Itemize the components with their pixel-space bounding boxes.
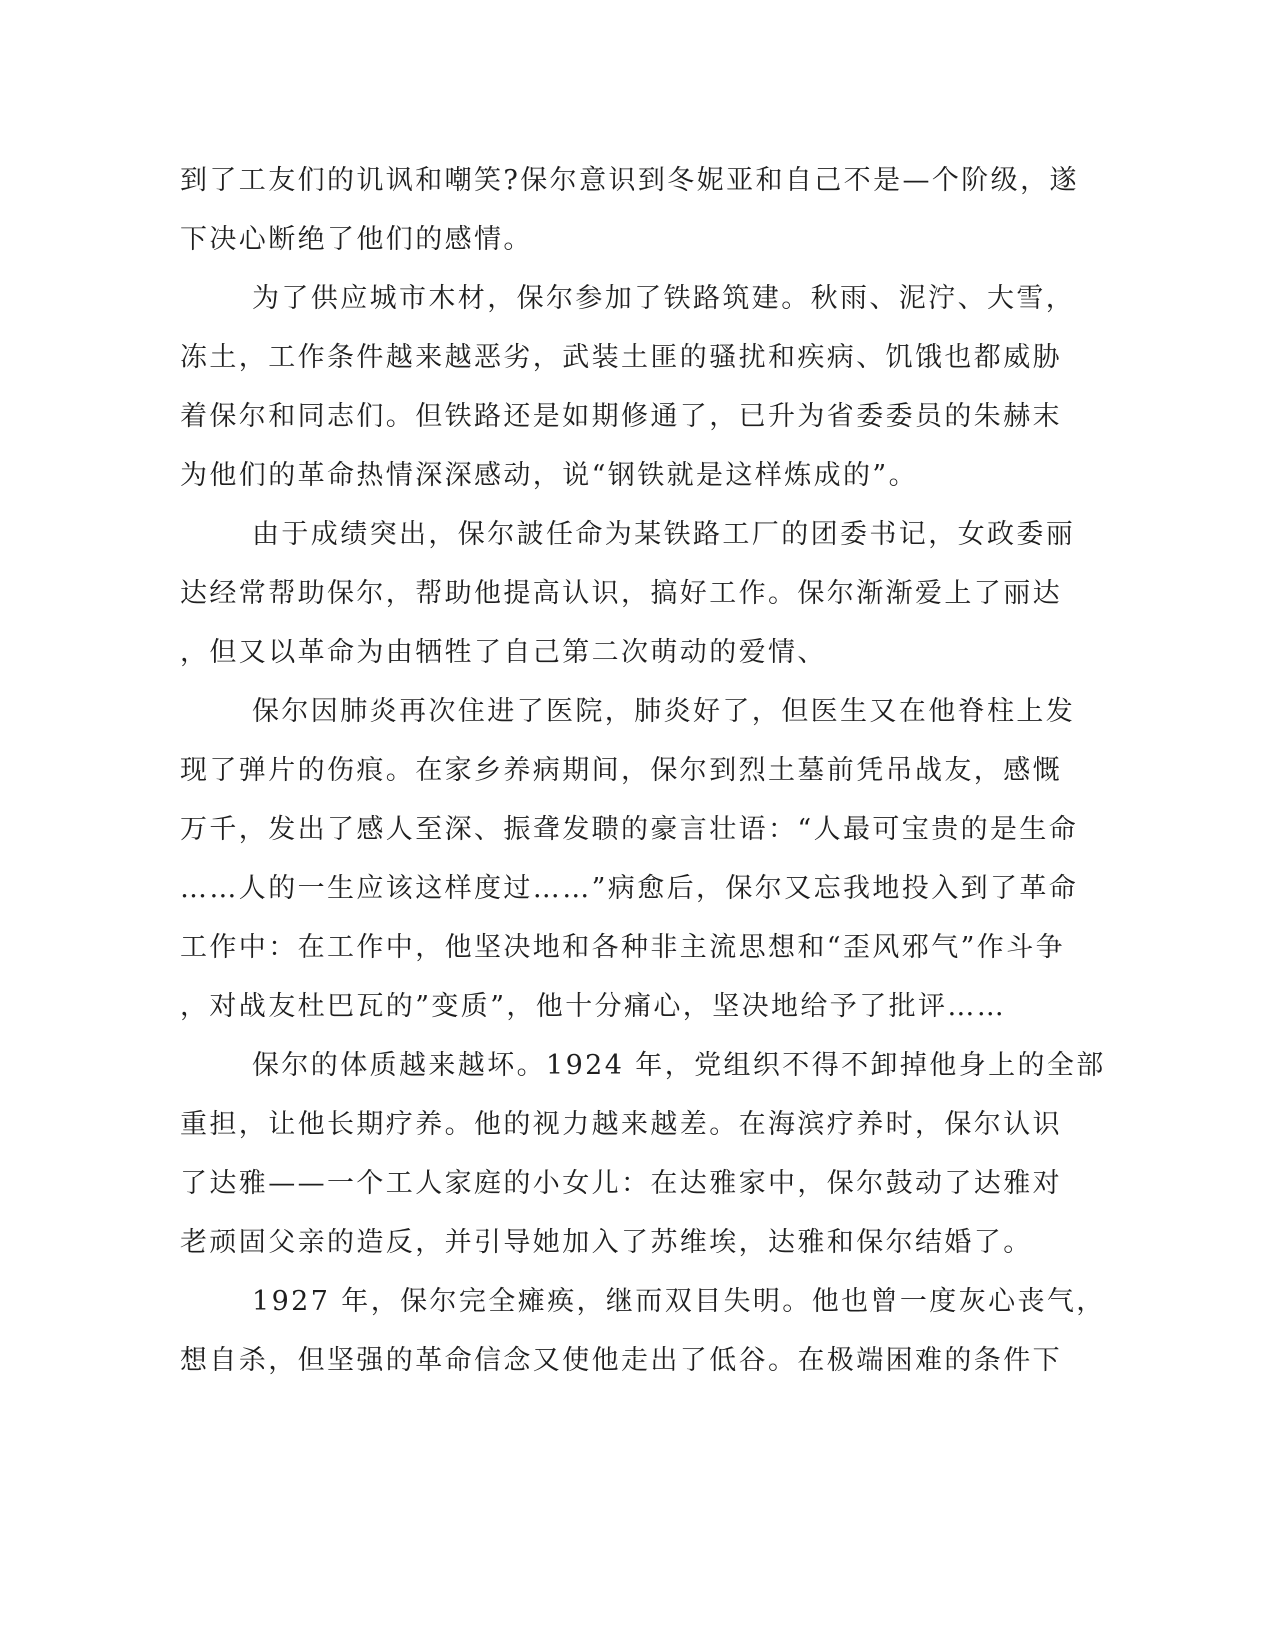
text-line: 保尔的体质越来越坏。1924 年，党组织不得不卸掉他身上的全部 xyxy=(252,1050,1106,1081)
text-line: 万千，发出了感人至深、振聋发聩的豪言壮语：“人最可宝贵的是生命 xyxy=(180,814,1079,845)
text-line: 1927 年，保尔完全瘫痪，继而双目失明。他也曾一度灰心丧气， xyxy=(252,1286,1106,1317)
text-line: ，对战友杜巴瓦的”变质”，他十分痛心，坚决地给予了批评…… xyxy=(180,991,1007,1022)
text-line: 达经常帮助保尔，帮助他提高认识，搞好工作。保尔渐渐爱上了丽达 xyxy=(180,578,1062,609)
text-line: 老顽固父亲的造反，并引导她加入了苏维埃，达雅和保尔结婚了。 xyxy=(180,1227,1033,1258)
text-line: 想自杀，但坚强的革命信念又使他走出了低谷。在极端困难的条件下 xyxy=(180,1345,1062,1376)
text-line: 到了工友们的讥讽和嘲笑?保尔意识到冬妮亚和自己不是—个阶级，遂 xyxy=(180,165,1079,196)
text-line: 现了弹片的伤痕。在家乡养病期间，保尔到烈土墓前凭吊战友，感慨 xyxy=(180,755,1062,786)
text-line: 了达雅——一个工人家庭的小女儿：在达雅家中，保尔鼓动了达雅对 xyxy=(180,1168,1062,1199)
text-line: ，但又以革命为由牺牲了自己第二次萌动的爱情、 xyxy=(180,637,827,668)
text-line: 由于成绩突出，保尔詖任命为某铁路工厂的团委书记，女政委丽 xyxy=(252,519,1076,550)
text-line: 下决心断绝了他们的感情。 xyxy=(180,224,533,255)
text-line: 重担，让他长期疗养。他的视力越来越差。在海滨疗养时，保尔认识 xyxy=(180,1109,1062,1140)
text-line: 冻土，工作条件越来越恶劣，武装土匪的骚扰和疾病、饥饿也都威胁 xyxy=(180,342,1062,373)
text-line: 着保尔和同志们。但铁路还是如期修通了，已升为省委委员的朱赫末 xyxy=(180,401,1062,432)
text-line: ……人的一生应该这样度过……”病愈后，保尔又忘我地投入到了革命 xyxy=(180,873,1079,904)
text-line: 保尔因肺炎再次住进了医院，肺炎好了，但医生又在他脊柱上发 xyxy=(252,696,1076,727)
text-line: 为了供应城市木材，保尔参加了铁路筑建。秋雨、泥泞、大雪， xyxy=(252,283,1076,314)
text-line: 为他们的革命热情深深感动，说“钢铁就是这样炼成的”。 xyxy=(180,460,919,491)
text-line: 工作中：在工作中，他坚决地和各种非主流思想和“歪风邪气”作斗争 xyxy=(180,932,1066,963)
